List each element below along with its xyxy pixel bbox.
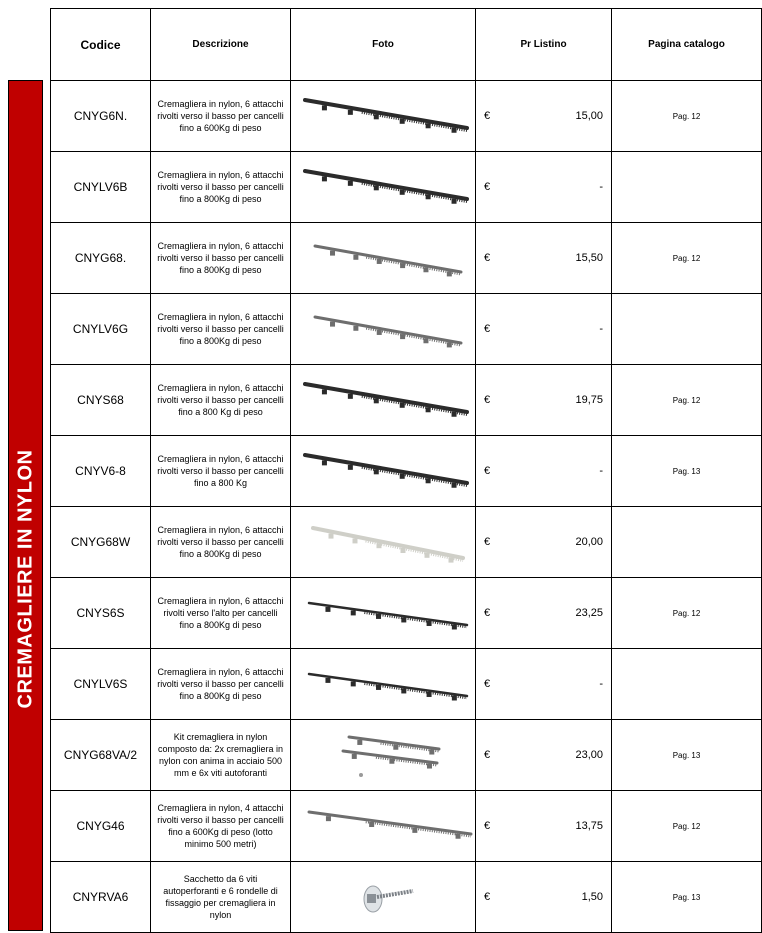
product-photo [291,152,476,223]
product-code: CNYG68. [51,223,151,294]
price-value: 23,25 [575,607,603,619]
catalog-page: Pag. 12 [612,81,762,152]
catalog-page: Pag. 12 [612,223,762,294]
gear-rack-image [291,514,476,570]
product-photo [291,294,476,365]
price-cell [476,436,612,507]
product-code: CNYLV6S [51,649,151,720]
catalog-page [612,649,762,720]
price-value: 13,75 [575,820,603,832]
product-photo [291,862,476,933]
header-page: Pagina catalogo [612,9,762,81]
catalog-page [612,507,762,578]
product-photo [291,81,476,152]
table-row [51,649,762,720]
price-value: 15,00 [575,110,603,122]
product-code: CNYG6N. [51,81,151,152]
price-value: 19,75 [575,394,603,406]
catalog-page: Pag. 13 [612,720,762,791]
product-code: CNYG68W [51,507,151,578]
table-row [51,507,762,578]
price-value: - [599,678,603,690]
product-photo [291,365,476,436]
gear-rack-image [291,585,476,641]
currency-symbol: € [484,678,491,690]
product-code: CNYLV6G [51,294,151,365]
currency-symbol: € [484,536,491,548]
header-photo: Foto [291,9,476,81]
gear-rack-image [291,656,476,712]
catalog-page [612,152,762,223]
price-value: 23,00 [575,749,603,761]
table-row [51,578,762,649]
catalog-page: Pag. 12 [612,578,762,649]
price-value: 20,00 [575,536,603,548]
gear-rack-image [291,159,476,215]
product-code: CNYS68 [51,365,151,436]
product-code: CNYG68VA/2 [51,720,151,791]
price-value: - [599,465,603,477]
product-description: Cremagliera in nylon, 6 attacchi rivolti verso il basso per cancelli fino a 800Kg di peso [151,152,291,223]
product-code: CNYV6-8 [51,436,151,507]
price-value: 15,50 [575,252,603,264]
catalog-page: Pag. 13 [612,436,762,507]
table-row [51,720,762,791]
product-description: Cremagliera in nylon, 6 attacchi rivolti verso il basso per cancelli fino a 800 Kg [151,436,291,507]
product-description: Cremagliera in nylon, 4 attacchi rivolti verso il basso per cancelli fino a 600Kg di peso (lotto minimo 500 metri) [151,791,291,862]
product-code: CNYG46 [51,791,151,862]
gear-rack-image [291,443,476,499]
gear-rack-image [291,301,476,357]
header-code: Codice [51,9,151,81]
table-row [51,365,762,436]
currency-symbol: € [484,181,491,193]
header-row [51,9,762,81]
table-row [51,81,762,152]
currency-symbol: € [484,252,491,264]
price-cell [476,223,612,294]
product-description: Cremagliera in nylon, 6 attacchi rivolti verso il basso per cancelli fino a 800Kg di peso [151,649,291,720]
price-cell [476,862,612,933]
gear-rack-image [291,372,476,428]
price-cell [476,578,612,649]
gear-rack-image [291,727,476,783]
catalog-page: Pag. 12 [612,791,762,862]
screw-image [291,869,476,925]
section-sidebar [8,80,43,931]
currency-symbol: € [484,820,491,832]
product-description: Kit cremagliera in nylon composto da: 2x cremagliera in nylon con anima in acciaio 500 mm e 6x viti autoforanti [151,720,291,791]
product-description: Cremagliera in nylon, 6 attacchi rivolti verso il basso per cancelli fino a 800Kg di peso [151,223,291,294]
currency-symbol: € [484,749,491,761]
header-price: Pr Listino [476,9,612,81]
currency-symbol: € [484,323,491,335]
table-row [51,862,762,933]
catalog-page: Pag. 12 [612,365,762,436]
price-cell [476,294,612,365]
catalog-page [612,294,762,365]
price-cell [476,791,612,862]
header-description: Descrizione [151,9,291,81]
table-row [51,223,762,294]
gear-rack-image [291,798,476,854]
currency-symbol: € [484,465,491,477]
product-description: Cremagliera in nylon, 6 attacchi rivolti verso il basso per cancelli fino a 800Kg di peso [151,294,291,365]
product-photo [291,791,476,862]
currency-symbol: € [484,394,491,406]
price-cell [476,152,612,223]
product-description: Cremagliera in nylon, 6 attacchi rivolti verso il basso per cancelli fino a 600Kg di peso [151,81,291,152]
gear-rack-image [291,230,476,286]
product-photo [291,507,476,578]
gear-rack-image [291,88,476,144]
price-list-table [50,8,762,933]
currency-symbol: € [484,110,491,122]
product-photo [291,578,476,649]
table-row [51,791,762,862]
price-cell [476,649,612,720]
price-value: 1,50 [581,891,603,903]
currency-symbol: € [484,891,491,903]
product-photo [291,720,476,791]
price-cell [476,720,612,791]
currency-symbol: € [484,607,491,619]
price-value: - [599,323,603,335]
table-row [51,436,762,507]
catalog-page: Pag. 13 [612,862,762,933]
product-code: CNYRVA6 [51,862,151,933]
product-photo [291,436,476,507]
product-description: Cremagliera in nylon, 6 attacchi rivolti verso l'alto per cancelli fino a 800Kg di peso [151,578,291,649]
product-code: CNYS6S [51,578,151,649]
price-cell [476,365,612,436]
price-value: - [599,181,603,193]
product-description: Cremagliera in nylon, 6 attacchi rivolti verso il basso per cancelli fino a 800 Kg di peso [151,365,291,436]
product-code: CNYLV6B [51,152,151,223]
product-description: Cremagliera in nylon, 6 attacchi rivolti verso il basso per cancelli fino a 800Kg di peso [151,507,291,578]
table-row [51,152,762,223]
table-row [51,294,762,365]
product-photo [291,223,476,294]
section-label: CREMAGLIERE IN NYLON [14,449,37,709]
product-photo [291,649,476,720]
price-cell [476,81,612,152]
price-cell [476,507,612,578]
product-description: Sacchetto da 6 viti autoperforanti e 6 rondelle di fissaggio per cremagliera in nylon [151,862,291,933]
